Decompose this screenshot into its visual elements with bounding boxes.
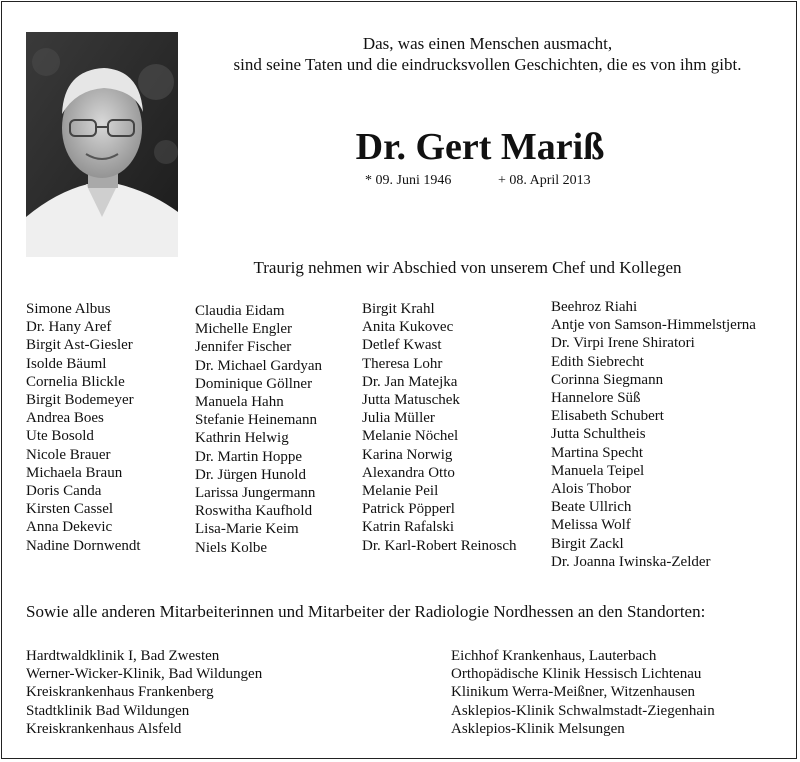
colleague-name: Dominique Göllner	[195, 375, 313, 392]
colleagues-column-3	[362, 300, 517, 555]
site-name: Orthopädische Klinik Hessisch Lichtenau	[451, 666, 702, 683]
colleague-name: Dr. Martin Hoppe	[195, 448, 303, 465]
colleague-name: Michelle Engler	[195, 321, 293, 338]
life-dates	[365, 173, 591, 189]
colleague-name: Niels Kolbe	[195, 539, 268, 556]
colleague-name: Birgit Ast-Giesler	[26, 337, 133, 354]
colleague-name: Edith Siebrecht	[551, 353, 644, 370]
colleague-name: Nadine Dornwendt	[26, 537, 141, 554]
colleague-name: Anita Kukovec	[362, 319, 454, 336]
colleague-name: Jutta Schultheis	[551, 426, 646, 443]
quote-line-2: sind seine Taten und die eindrucksvollen Geschichten, die es von ihm gibt.	[233, 55, 742, 74]
colleague-name: Theresa Lohr	[362, 355, 443, 372]
colleague-name: Alois Thobor	[551, 481, 632, 498]
colleague-name: Dr. Virpi Irene Shiratori	[551, 335, 695, 352]
colleague-name: Manuela Hahn	[195, 394, 284, 411]
colleague-name: Isolde Bäuml	[26, 355, 107, 372]
portrait-illustration	[26, 32, 178, 257]
colleague-name: Claudia Eidam	[195, 303, 285, 319]
colleague-name: Martina Specht	[551, 444, 644, 461]
colleague-name: Dr. Hany Aref	[26, 319, 112, 336]
colleague-name: Antje von Samson-Himmelstjerna	[551, 317, 756, 334]
colleague-name: Dr. Joanna Iwinska-Zelder	[551, 553, 711, 570]
colleague-name: Dr. Jürgen Hunold	[195, 466, 306, 483]
colleague-name: Stefanie Heinemann	[195, 412, 318, 429]
colleague-name: Ute Bosold	[26, 428, 94, 445]
colleague-name: Doris Canda	[26, 483, 102, 500]
colleagues-column-1	[26, 300, 141, 555]
site-name: Stadtklinik Bad Wildungen	[26, 702, 190, 719]
colleagues-column-2	[195, 302, 322, 557]
colleague-name: Kirsten Cassel	[26, 501, 114, 518]
colleague-name: Alexandra Otto	[362, 464, 455, 481]
colleague-name: Detlef Kwast	[362, 337, 442, 354]
colleague-name: Manuela Teipel	[551, 462, 645, 479]
colleague-name: Jennifer Fischer	[195, 339, 292, 356]
colleague-name: Hannelore Süß	[551, 390, 641, 407]
colleague-name: Melanie Peil	[362, 483, 439, 500]
site-name: Eichhof Krankenhaus, Lauterbach	[451, 648, 657, 664]
birth-date: * 09. Juni 1946	[365, 173, 452, 188]
memorial-quote	[200, 33, 775, 75]
site-name: Asklepios-Klinik Schwalmstadt-Ziegenhain	[451, 702, 715, 719]
site-name: Klinikum Werra-Meißner, Witzenhausen	[451, 684, 696, 701]
colleague-name: Birgit Zackl	[551, 535, 624, 552]
colleagues-column-4	[551, 298, 756, 571]
sites-left	[26, 647, 262, 738]
colleague-name: Simone Albus	[26, 301, 111, 317]
site-name: Asklepios-Klinik Melsungen	[451, 720, 625, 737]
colleague-name: Julia Müller	[362, 410, 435, 427]
colleague-name: Birgit Krahl	[362, 301, 435, 317]
colleague-name: Michaela Braun	[26, 464, 123, 481]
colleague-name: Patrick Pöpperl	[362, 501, 455, 518]
colleague-name: Anna Dekevic	[26, 519, 113, 536]
colleague-name: Dr. Michael Gardyan	[195, 357, 323, 374]
portrait-photo	[26, 32, 178, 257]
death-date: + 08. April 2013	[498, 173, 591, 188]
site-name: Werner-Wicker-Klinik, Bad Wildungen	[26, 666, 263, 683]
site-name: Hardtwaldklinik I, Bad Zwesten	[26, 648, 220, 664]
colleague-name: Melissa Wolf	[551, 517, 631, 534]
colleague-name: Melanie Nöchel	[362, 428, 459, 445]
colleague-name: Beate Ullrich	[551, 499, 632, 516]
colleague-name: Nicole Brauer	[26, 446, 111, 463]
colleague-name: Katrin Rafalski	[362, 519, 455, 536]
colleague-name: Lisa-Marie Keim	[195, 521, 299, 538]
deceased-name: Dr. Gert Mariß	[355, 126, 605, 168]
site-name: Kreiskrankenhaus Frankenberg	[26, 684, 214, 701]
site-name: Kreiskrankenhaus Alsfeld	[26, 720, 182, 737]
colleague-name: Beehroz Riahi	[551, 299, 638, 315]
colleague-name: Birgit Bodemeyer	[26, 392, 134, 409]
colleague-name: Roswitha Kaufhold	[195, 503, 313, 520]
quote-line-1: Das, was einen Menschen ausmacht,	[362, 34, 613, 53]
farewell-line: Traurig nehmen wir Abschied von unserem Chef und Kollegen	[253, 258, 682, 277]
colleague-name: Larissa Jungermann	[195, 485, 316, 502]
colleague-name: Corinna Siegmann	[551, 371, 664, 388]
sites-right	[451, 647, 715, 738]
colleague-name: Kathrin Helwig	[195, 430, 289, 447]
colleague-name: Jutta Matuschek	[362, 392, 460, 409]
colleague-name: Andrea Boes	[26, 410, 104, 427]
colleague-name: Dr. Karl-Robert Reinosch	[362, 537, 517, 554]
colleague-name: Karina Norwig	[362, 446, 453, 463]
colleague-name: Elisabeth Schubert	[551, 408, 664, 425]
colleague-name: Cornelia Blickle	[26, 373, 125, 390]
colleague-name: Dr. Jan Matejka	[362, 373, 458, 390]
staff-note: Sowie alle anderen Mitarbeiterinnen und Mitarbeiter der Radiologie Nordhessen an den Standorten:	[26, 602, 706, 621]
